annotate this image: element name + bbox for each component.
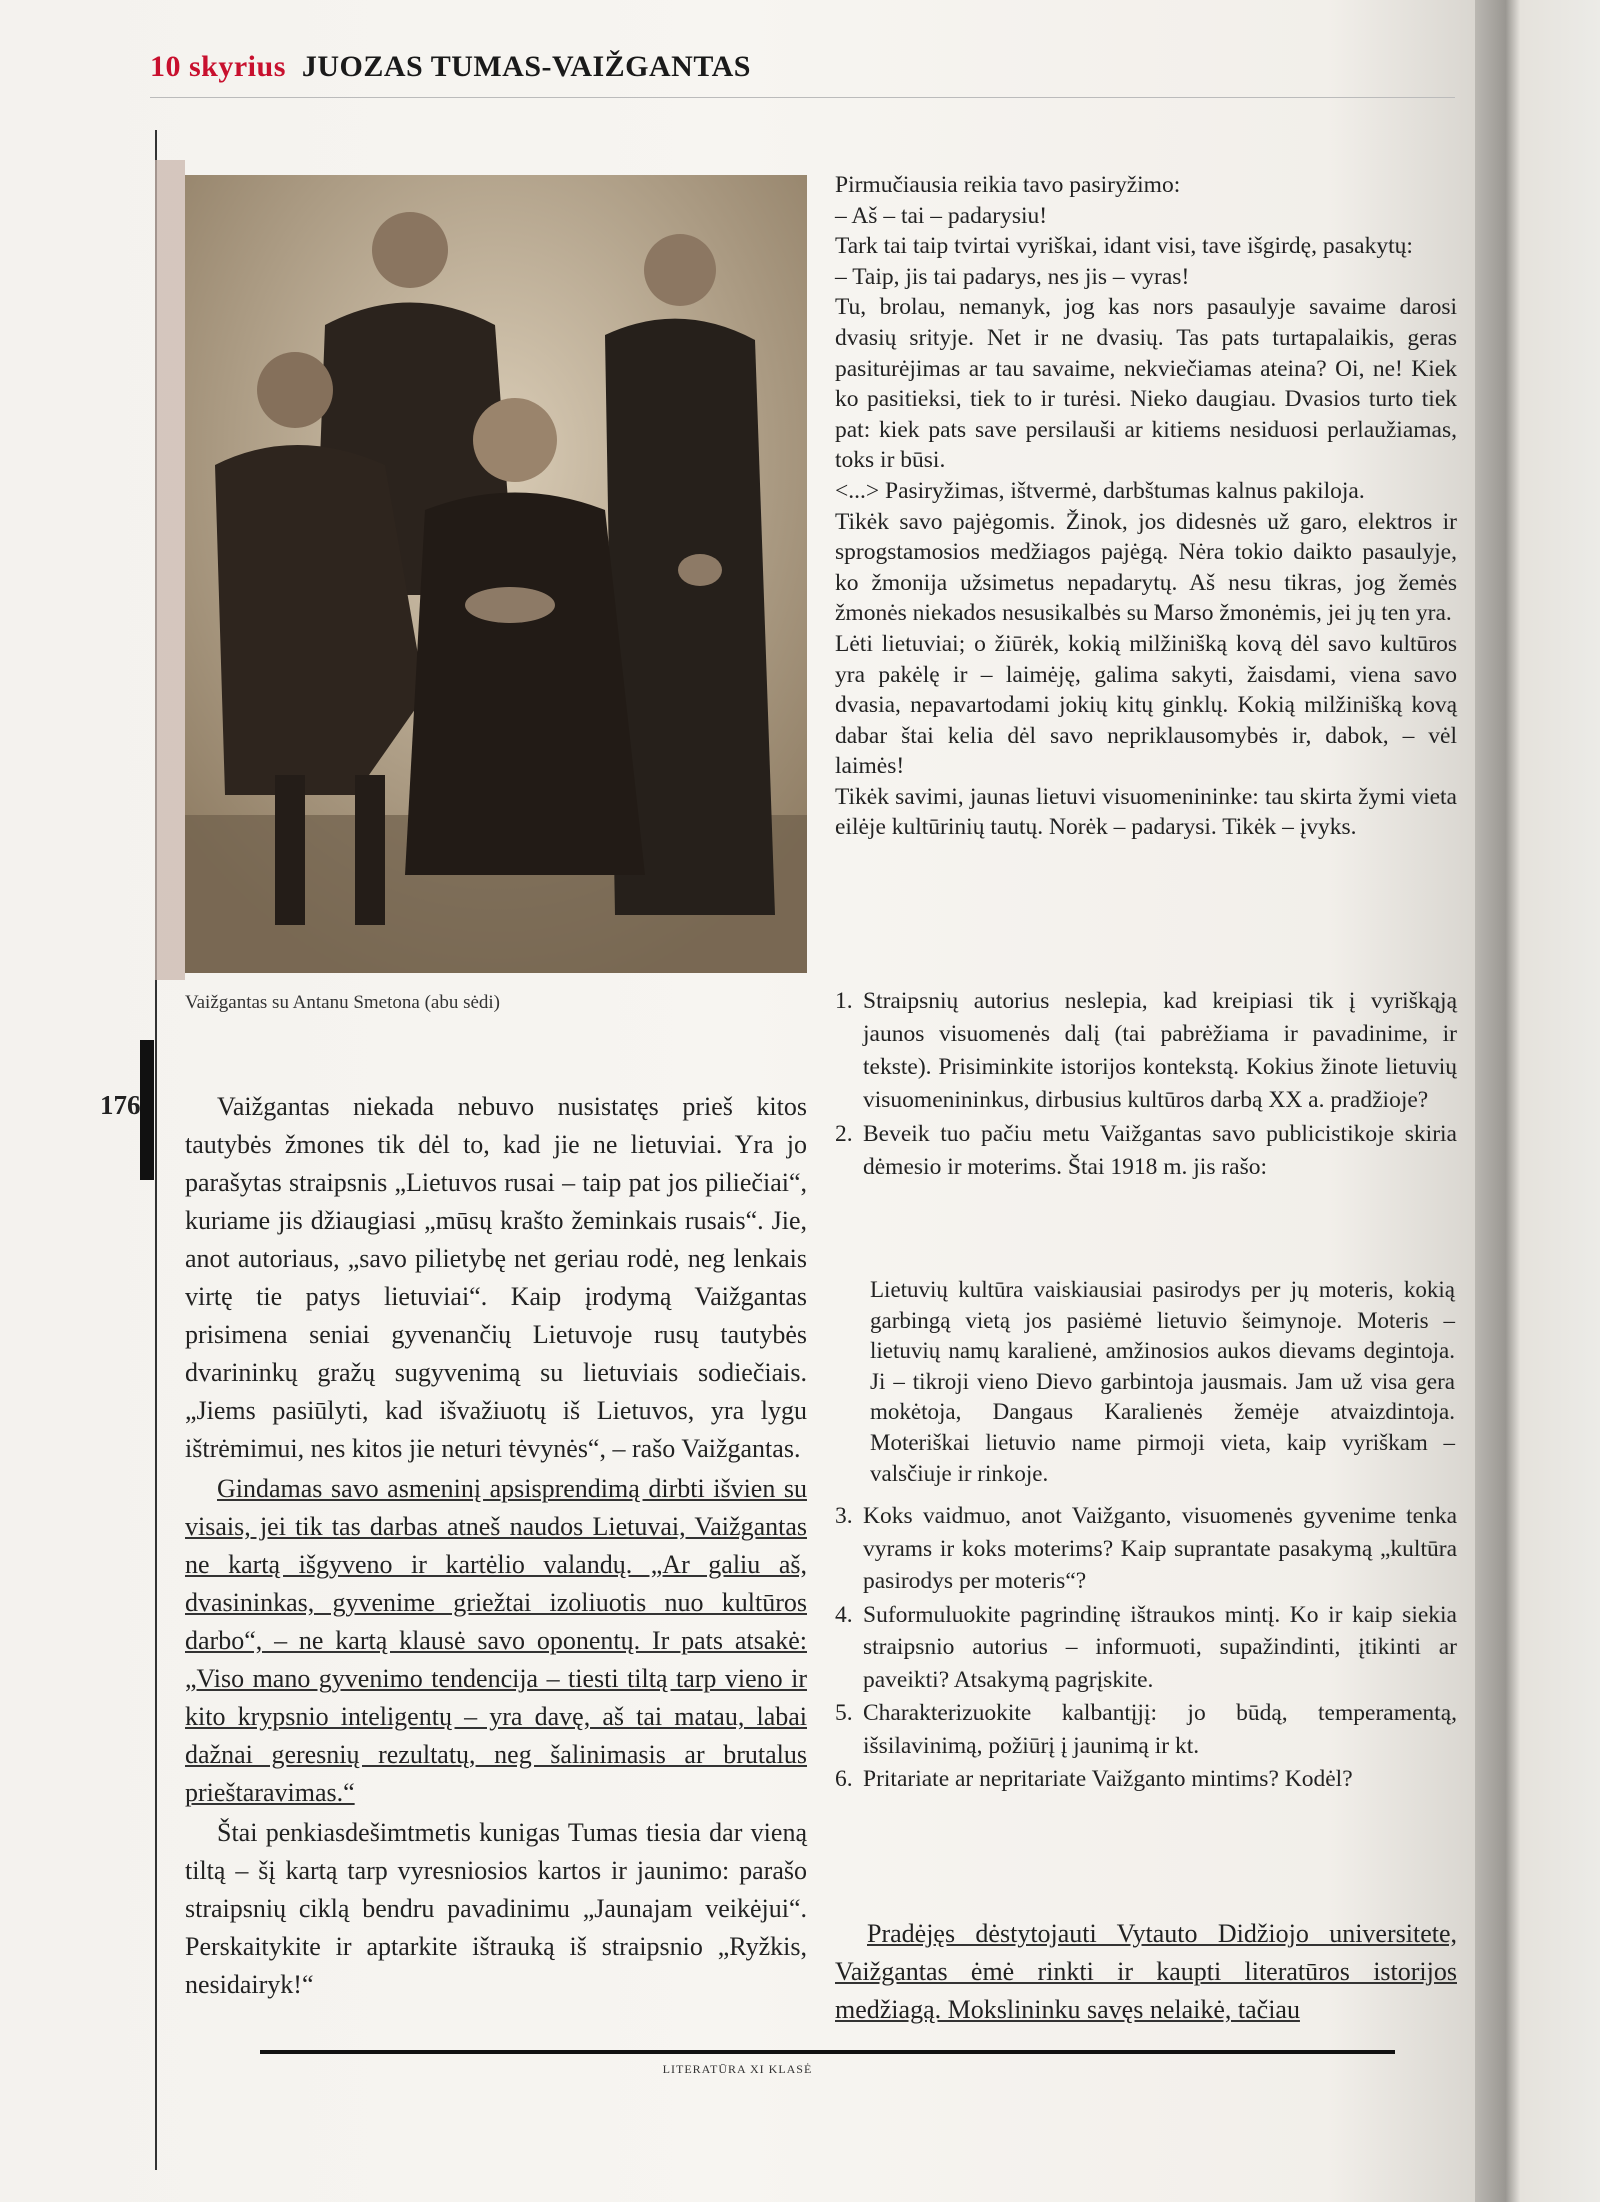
question-text: Pritariate ar nepritariate Vaižganto mintims? Kodėl?	[863, 1766, 1353, 1792]
book-spine-shadow	[1455, 0, 1600, 2202]
question-number: 3.	[835, 1503, 853, 1529]
question-number: 4.	[835, 1601, 853, 1628]
excerpt-line: Tu, brolau, nemanyk, jog kas nors pasaulyje savaime darosi dvasių srityje. Net ir ne dvasių. Tas pats turtapalaikis, geras pasiturėjimas ar tau savaime, nekviečiamas ateina? Oi, ne! Kiek ko pasitieksi, tiek to ir turėsi. Nieko daugiau. Dvasios turto tiek pat: kiek pats save persilauši ar kitiems nesiduosi perlaužiamas, toks ir būsi.	[835, 294, 1457, 474]
question-item	[835, 1763, 1457, 1796]
question-text: Suformuluokite pagrindinę ištraukos mintį. Ko ir kaip siekia straipsnio autorius – informuoti, supažindinti, įtikinti ar paveikti? Atsakymą pagrįskite.	[863, 1601, 1457, 1693]
main-text-left	[185, 1088, 807, 2006]
excerpt-line: <...> Pasiryžimas, ištvermė, darbštumas kalnus pakiloja.	[835, 477, 1365, 504]
quote-1918: Lietuvių kultūra vaiskiausiai pasirodys per jų moteris, kokią garbingą vietą jos pasiėmė lietuvio šeimynoje. Moteris – lietuvių namų karalienė, amžinosios aukos dievams degintoja. Ji – tikroji vieno Dievo garbintoja jausmais. Jam už visa gera mokėtoja, Dangaus Karalienės žemėje atvaizdintoja. Moteriškai lietuvio name pirmoji vieta, kaip vyriškam – valsčiuje ir rinkoje.	[870, 1277, 1455, 1486]
footer-rule	[260, 2050, 1395, 2054]
page-number-tab	[140, 1040, 154, 1180]
continuing-paragraph: Pradėjęs dėstytojauti Vytauto Didžiojo universitete, Vaižgantas ėmė rinkti ir kaupti literatūros istorijos medžiagą. Mokslininku savęs nelaikė, tačiau	[835, 1919, 1457, 2024]
question-number: 1.	[835, 988, 853, 1014]
excerpt-line: Lėti lietuviai; o žiūrėk, kokią milžinišką kovą dėl savo kultūros yra pakėlę ir – laimėję, galima sakyti, žaisdami, viena savo dvasia, nepavartodami jokių kitų ginklų. Kokią milžinišką kovą dabar štai kelia dėl savo nepriklausomybės ir, dabok, – vėl laimės!	[835, 630, 1457, 780]
question-item	[835, 1500, 1457, 1598]
question-text: Charakterizuokite kalbantįjį: jo būdą, temperamentą, išsilavinimą, požiūrį į jaunimą ir kt.	[863, 1700, 1457, 1759]
excerpt-line: Pirmučiausia reikia tavo pasiryžimo:	[835, 172, 1181, 198]
paragraph: Gindamas savo asmeninį apsisprendimą dirbti išvien su visais, jei tik tas darbas atneš naudos Lietuvai, Vaižgantas ne kartą išgyveno ir kartėlio valandų. „Ar galiu aš, dvasininkas, gyvenime griežtai izoliuotis nuo kultūros darbo“, – ne kartą klausė savo oponentų. Ir pats atsakė: „Viso mano gyvenimo tendencija – tiesti tiltą tarp vieno ir kito krypsnio inteligentų – yra davę, aš tai matau, labai dažnai geresnių rezultatų, neg šalinimasis ar brutalus prieštaravimas.“	[185, 1474, 807, 1807]
photo-caption: Vaižgantas su Antanu Smetona (abu sėdi)	[185, 992, 501, 1013]
question-text: Koks vaidmuo, anot Vaižganto, visuomenės gyvenime tenka vyrams ir koks moterims? Kaip suprantate pasakymą „kultūra pasirodys per moteris“?	[863, 1503, 1457, 1594]
decorative-band	[155, 160, 185, 980]
footer-book-title: LITERATŪRA XI KLASĖ	[662, 2062, 813, 2076]
question-item	[835, 985, 1457, 1117]
header-rule	[150, 97, 1455, 98]
chapter-title: JUOZAS TUMAS-VAIŽGANTAS	[301, 50, 751, 83]
question-number: 6.	[835, 1766, 853, 1792]
excerpt-line: Tark tai taip tvirtai vyriškai, idant visi, tave išgirdę, pasakytų:	[835, 233, 1413, 260]
chapter-number: 10 skyrius	[150, 50, 286, 83]
question-number: 5.	[835, 1700, 853, 1726]
questions-list-b	[835, 1500, 1457, 1797]
page-number: 176	[100, 1090, 141, 1120]
excerpt-ryzkis	[835, 170, 1457, 843]
excerpt-line: – Aš – tai – padarysiu!	[835, 202, 1048, 229]
chapter-header	[150, 50, 751, 84]
paragraph: Vaižgantas niekada nebuvo nusistatęs prieš kitos tautybės žmones tik dėl to, kad jie ne lietuviai. Yra jo parašytas straipsnis „Lietuvos rusai – taip pat jos piliečiai“, kuriame jis džiaugiasi „mūsų krašto žeminkais rusais“. Jie, anot autoriaus, „savo pilietybę net geriau rodė, neg lenkais virtę tie patys lietuviai“. Kaip įrodymą Vaižgantas prisimena seniai gyvenančių Lietuvoje rusų tautybės dvarininkų gražų sugyvenimą su lietuviais sodiečiais. „Jiems pasiūlyti, kad išvažiuotų iš Lietuvos, yra lygu ištrėmimui, nes kitos jie neturi tėvynės“, – rašo Vaižgantas.	[185, 1092, 807, 1463]
question-text: Straipsnių autorius neslepia, kad kreipiasi tik į vyriškąją jaunos visuomenės dalį (tai pabrėžiama ir pavadinime, ir tekste). Prisiminkite istorijos kontekstą. Kokius žinote lietuvių visuomenininkus, dirbusius kultūros darbą XX a. pradžioje?	[863, 988, 1457, 1113]
question-item	[835, 1599, 1457, 1697]
question-item	[835, 1118, 1457, 1184]
questions-list-a	[835, 985, 1457, 1185]
historical-photo	[185, 175, 807, 973]
excerpt-line: Tikėk savimi, jaunas lietuvi visuomenininke: tau skirta žymi vieta eilėje kultūrinių tautų. Norėk – padarysi. Tikėk – įvyks.	[835, 783, 1457, 841]
question-number: 2.	[835, 1121, 853, 1147]
group-portrait-image	[185, 175, 807, 973]
excerpt-line: Tikėk savo pajėgomis. Žinok, jos didesnės už garo, elektros ir sprogstamosios medžiagos pajėgą. Nėra tokio daikto pasaulyje, ko žmonija užsimetus nepadarytų. Aš nesu tikras, jog žemės žmonės niekados nesusikalbės su Marso žmonėmis, jei jų ten yra.	[835, 508, 1457, 627]
excerpt-line: – Taip, jis tai padarys, nes jis – vyras!	[835, 263, 1190, 290]
question-item	[835, 1697, 1457, 1762]
paragraph: Štai penkiasdešimtmetis kunigas Tumas tiesia dar vieną tiltą – šį kartą tarp vyresniosios kartos ir jaunimo: parašo straipsnių ciklą bendru pavadinimu „Jaunajam veikėjui“. Perskaitykite ir aptarkite ištrauką iš straipsnio „Ryžkis, nesidairyk!“	[185, 1818, 807, 1999]
question-text: Beveik tuo pačiu metu Vaižgantas savo publicistikoje skiria dėmesio ir moterims. Štai 1918 m. jis rašo:	[863, 1121, 1457, 1180]
